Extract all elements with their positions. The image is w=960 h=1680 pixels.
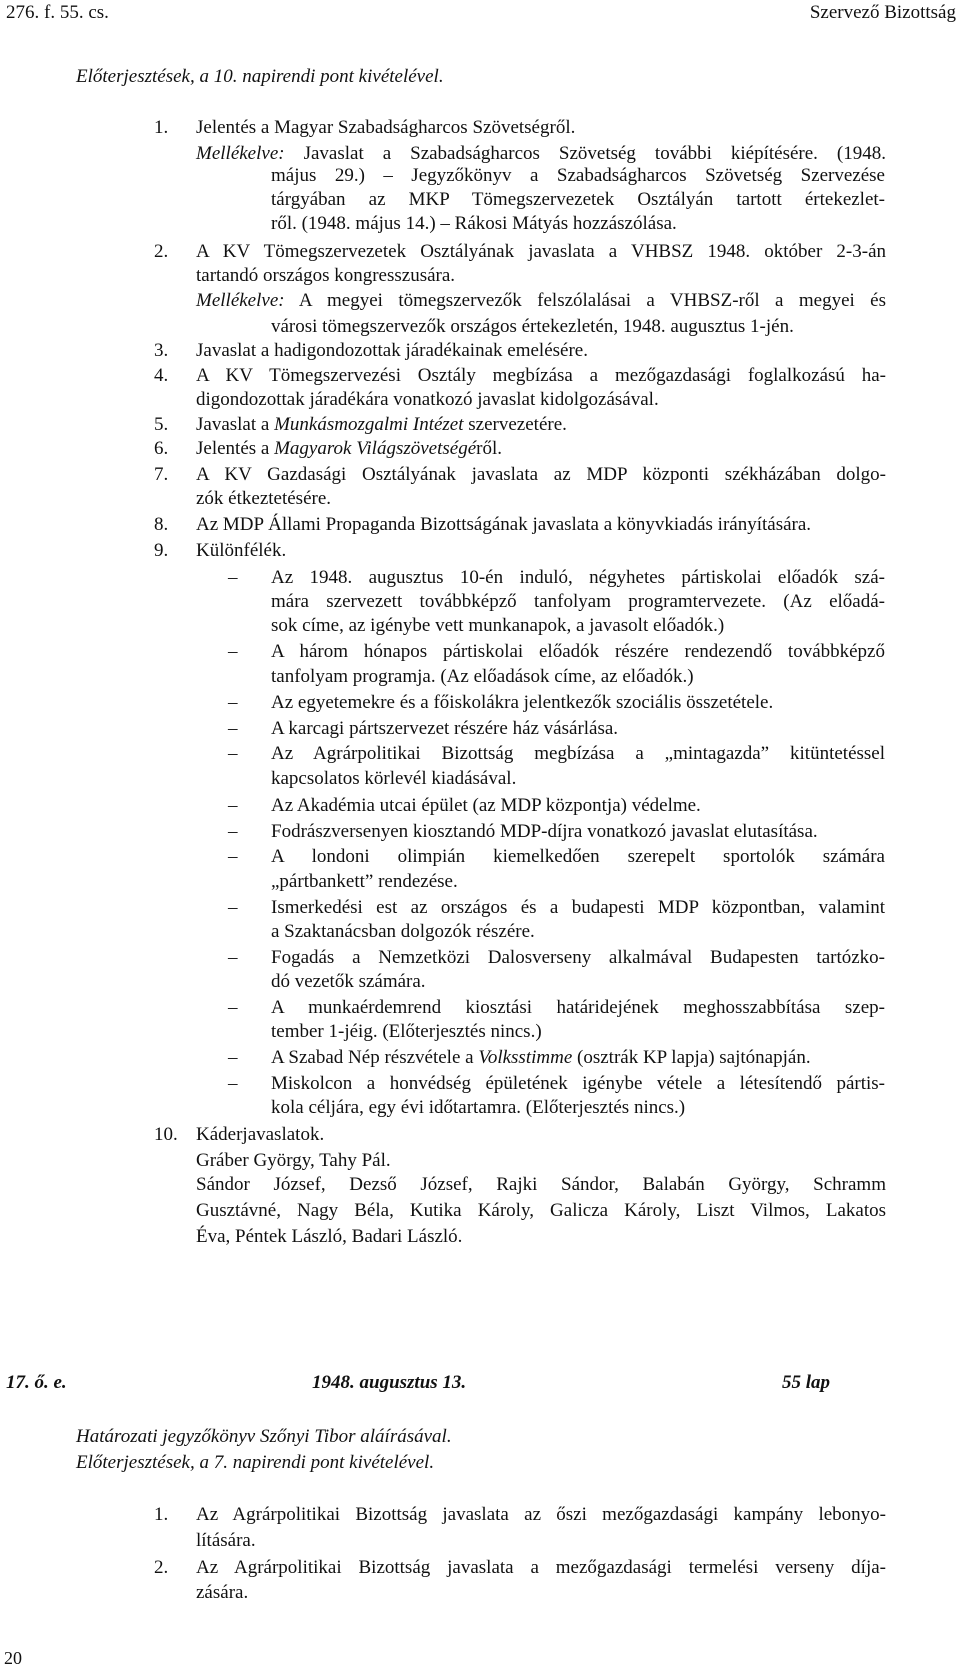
item-number: 9. [154, 540, 169, 561]
agenda-line [196, 290, 886, 312]
attachment-label: Mellékelve: [196, 290, 285, 311]
attachment-text: A megyei tömegszervezők felszólalásai a VHBSZ-ről a megyei és [284, 290, 886, 311]
cadre-names-line: Éva, Péntek László, Badari László. [196, 1226, 463, 1247]
agenda-line: A három hónapos pártiskolai előadók részére rendezendő továbbképző [271, 641, 885, 662]
bullet-dash: – [228, 641, 238, 662]
agenda-line: ről. (1948. május 14.) – Rákosi Mátyás hozzászólása. [271, 213, 677, 234]
agenda-line: digondozottak járadékára vonatkozó javaslat kidolgozásával. [196, 389, 659, 410]
item-number: 4. [154, 365, 169, 386]
line-text: (osztrák KP lapja) sajtónapján. [572, 1047, 811, 1068]
item-number: 3. [154, 340, 169, 361]
agenda-line: Az 1948. augusztus 10-én induló, négyhetes pártiskolai előadók szá- [271, 567, 885, 588]
agenda-line: lítására. [196, 1530, 256, 1551]
agenda-line: Különfélék. [196, 540, 287, 561]
item-number: 6. [154, 438, 169, 459]
agenda-line: „pártbankett” rendezése. [271, 871, 458, 892]
agenda-line: Az Akadémia utcai épület (az MDP központja) védelme. [271, 795, 701, 816]
agenda-line: tember 1-jéig. (Előterjesztés nincs.) [271, 1021, 542, 1042]
agenda-line: Fogadás a Nemzetközi Dalosverseny alkalmával Budapesten tartózko- [271, 947, 885, 968]
agenda-line: A KV Tömegszervezetek Osztályának javaslata a VHBSZ 1948. október 2-3-án [196, 241, 886, 262]
bullet-dash: – [228, 947, 238, 968]
agenda-line [196, 414, 886, 436]
agenda-line: Az Agrárpolitikai Bizottság javaslata az őszi mezőgazdasági kampány lebonyo- [196, 1504, 886, 1525]
agenda-line: Az MDP Állami Propaganda Bizottságának javaslata a könyvkiadás irányítására. [196, 514, 812, 535]
agenda-line: Miskolcon a honvédség épületének igénybe vétele a létesítendő pártis- [271, 1073, 885, 1094]
agenda-line: tanfolyam programja. (Az előadások címe, az előadók.) [271, 666, 694, 687]
agenda-line: kapcsolatos körlevél kiadásával. [271, 768, 517, 789]
agenda-line: Jelentés a Magyar Szabadságharcos Szövetségről. [196, 117, 576, 138]
line-text: szervezetére. [463, 414, 567, 435]
item-number: 2. [154, 241, 169, 262]
item-number: 10. [154, 1124, 178, 1145]
item-number: 5. [154, 414, 169, 435]
item-number: 7. [154, 464, 169, 485]
bullet-dash: – [228, 846, 238, 867]
page-number: 20 [4, 1648, 22, 1668]
italic-title: Magyarok Világszövetségé [274, 438, 477, 459]
agenda-line: sok címe, az igénybe vett munkanapok, a javasolt előadók.) [271, 615, 725, 636]
bullet-dash: – [228, 743, 238, 764]
agenda-line: a Szaktanácsban dolgozók részére. [271, 921, 535, 942]
agenda-line: Ismerkedési est az országos és a budapesti MDP központban, valamint [271, 897, 885, 918]
agenda-line: dó vezetők számára. [271, 971, 426, 992]
item-number: 1. [154, 117, 169, 138]
meeting-date: 1948. augusztus 13. [312, 1372, 467, 1393]
bullet-dash: – [228, 897, 238, 918]
italic-title: Munkásmozgalmi Intézet [274, 414, 464, 435]
agenda-line: városi tömegszervezők országos értekezletén, 1948. augusztus 1-jén. [271, 316, 794, 337]
agenda-line: Az egyetemekre és a főiskolákra jelentkezők szociális összetétele. [271, 692, 774, 713]
section-note: Határozati jegyzőkönyv Szőnyi Tibor aláírásával. [76, 1426, 452, 1447]
section-subtitle: Előterjesztések, a 10. napirendi pont kivételével. [76, 66, 444, 87]
record-unit-id: 17. ő. e. [6, 1372, 67, 1393]
attachment-label: Mellékelve: [196, 143, 285, 164]
agenda-line: A KV Tömegszervezési Osztály megbízása a mezőgazdasági foglalkozású ha- [196, 365, 886, 386]
bullet-dash: – [228, 1073, 238, 1094]
agenda-line [196, 143, 886, 165]
bullet-dash: – [228, 692, 238, 713]
bullet-dash: – [228, 795, 238, 816]
bullet-dash: – [228, 821, 238, 842]
line-text: Javaslat a [196, 414, 275, 435]
agenda-line: A KV Gazdasági Osztályának javaslata az MDP központi székházában dolgo- [196, 464, 886, 485]
agenda-line: zására. [196, 1582, 249, 1603]
cadre-names-line: Gráber György, Tahy Pál. [196, 1150, 391, 1171]
agenda-line: tartandó országos kongresszusára. [196, 265, 456, 286]
running-header-right: Szervező Bizottság [809, 2, 956, 23]
agenda-line: Az Agrárpolitikai Bizottság megbízása a „mintagazda” kitüntetéssel [271, 743, 885, 764]
line-text: A Szabad Nép részvétele a [271, 1047, 479, 1068]
attachment-text: Javaslat a Szabadságharcos Szövetség további kiépítésére. (1948. [284, 143, 886, 164]
agenda-line: Az Agrárpolitikai Bizottság javaslata a mezőgazdasági termelési verseny díja- [196, 1557, 886, 1578]
item-number: 1. [154, 1504, 169, 1525]
bullet-dash: – [228, 567, 238, 588]
agenda-line: mára szervezett továbbképző tanfolyam programtervezete. (Az előadá- [271, 591, 885, 612]
line-text: ről. [476, 438, 503, 459]
agenda-line: A munkaérdemrend kiosztási határidejének meghosszabbítása szep- [271, 997, 885, 1018]
agenda-line: kola céljára, egy évi időtartamra. (Előterjesztés nincs.) [271, 1097, 686, 1118]
item-number: 8. [154, 514, 169, 535]
item-number: 2. [154, 1557, 169, 1578]
agenda-line: Javaslat a hadigondozottak járadékainak emelésére. [196, 340, 588, 361]
bullet-dash: – [228, 997, 238, 1018]
agenda-line: zók étkeztetésére. [196, 488, 332, 509]
agenda-line: május 29.) – Jegyzőkönyv a Szabadságharcos Szövetség Szervezése [271, 165, 885, 186]
bullet-dash: – [228, 718, 238, 739]
agenda-line: A karcagi pártszervezet részére ház vásárlása. [271, 718, 619, 739]
agenda-line: Káderjavaslatok. [196, 1124, 325, 1145]
cadre-names-line: Gusztávné, Nagy Béla, Kutika Károly, Galicza Károly, Liszt Vilmos, Lakatos [196, 1200, 886, 1221]
section-note: Előterjesztések, a 7. napirendi pont kivételével. [76, 1452, 435, 1473]
agenda-line: tárgyában az MKP Tömegszervezetek Osztályán tartott értekezlet- [271, 189, 885, 210]
italic-title: Volksstimme [478, 1047, 573, 1068]
agenda-line [196, 438, 886, 460]
cadre-names-line: Sándor József, Dezső József, Rajki Sándor, Balabán György, Schramm [196, 1174, 886, 1195]
agenda-line: A londoni olimpián kiemelkedően szerepelt sportolók számára [271, 846, 885, 867]
agenda-line [271, 1047, 885, 1069]
page-count: 55 lap [782, 1372, 831, 1393]
agenda-line: Fodrászversenyen kiosztandó MDP-díjra vonatkozó javaslat elutasítása. [271, 821, 818, 842]
bullet-dash: – [228, 1047, 238, 1068]
line-text: Jelentés a [196, 438, 275, 459]
running-header-left: 276. f. 55. cs. [6, 2, 109, 23]
